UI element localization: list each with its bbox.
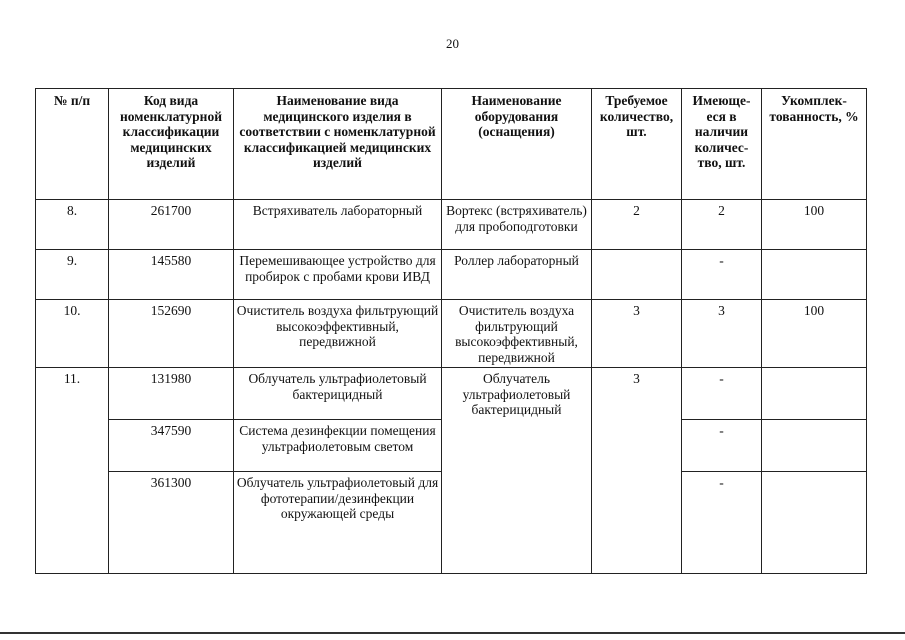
row-number: 10. xyxy=(36,300,109,368)
header-row xyxy=(36,89,867,200)
table-row xyxy=(36,368,867,420)
row-completeness xyxy=(762,250,867,300)
header-num: № п/п xyxy=(36,89,109,200)
row-completeness: 100 xyxy=(762,200,867,250)
row-device-name: Система дезинфекции помещения ультрафиолетовым светом xyxy=(234,420,442,472)
header-device-name: Наименование вида медицинского изделия в соответствии с номенклатурной классификацией медицинских изделий xyxy=(234,89,442,200)
row-device-name: Облучатель ультрафиолетовый бактерицидный xyxy=(234,368,442,420)
row-code: 347590 xyxy=(109,420,234,472)
row-code: 131980 xyxy=(109,368,234,420)
row-completeness xyxy=(762,368,867,420)
row-required-qty xyxy=(592,250,682,300)
equipment-table xyxy=(35,88,867,574)
row-available-qty: - xyxy=(682,420,762,472)
row-equipment-name: Облучатель ультрафиолетовый бактерицидный xyxy=(442,368,592,574)
row-device-name: Встряхиватель лабораторный xyxy=(234,200,442,250)
page-number: 20 xyxy=(446,36,459,51)
table-row xyxy=(36,300,867,368)
row-equipment-name: Вортекс (встряхиватель) для пробоподготовки xyxy=(442,200,592,250)
row-number: 8. xyxy=(36,200,109,250)
row-number: 9. xyxy=(36,250,109,300)
row-equipment-name: Роллер лабораторный xyxy=(442,250,592,300)
page-bottom-rule xyxy=(0,632,905,634)
row-device-name: Перемешивающее устройство для пробирок с пробами крови ИВД xyxy=(234,250,442,300)
header-required-qty: Требуемое количество, шт. xyxy=(592,89,682,200)
row-required-qty: 2 xyxy=(592,200,682,250)
header-equipment-name: Наименование оборудования (оснащения) xyxy=(442,89,592,200)
row-code: 361300 xyxy=(109,472,234,574)
row-available-qty: - xyxy=(682,368,762,420)
row-code: 145580 xyxy=(109,250,234,300)
row-code: 261700 xyxy=(109,200,234,250)
row-available-qty: - xyxy=(682,250,762,300)
row-completeness: 100 xyxy=(762,300,867,368)
row-available-qty: - xyxy=(682,472,762,574)
row-available-qty: 2 xyxy=(682,200,762,250)
row-code: 152690 xyxy=(109,300,234,368)
row-completeness xyxy=(762,472,867,574)
header-available-qty: Имеюще-еся в наличии количес-тво, шт. xyxy=(682,89,762,200)
table-row xyxy=(36,200,867,250)
row-device-name: Очиститель воздуха фильтрующий высокоэффективный, передвижной xyxy=(234,300,442,368)
header-code: Код вида номенклатурной классификации медицинских изделий xyxy=(109,89,234,200)
row-required-qty: 3 xyxy=(592,368,682,574)
row-completeness xyxy=(762,420,867,472)
row-available-qty: 3 xyxy=(682,300,762,368)
row-device-name: Облучатель ультрафиолетовый для фототерапии/дезинфекции окружающей среды xyxy=(234,472,442,574)
header-completeness: Укомплек-тованность, % xyxy=(762,89,867,200)
row-equipment-name: Очиститель воздуха фильтрующий высокоэффективный, передвижной xyxy=(442,300,592,368)
table-row xyxy=(36,250,867,300)
row-required-qty: 3 xyxy=(592,300,682,368)
row-number: 11. xyxy=(36,368,109,574)
